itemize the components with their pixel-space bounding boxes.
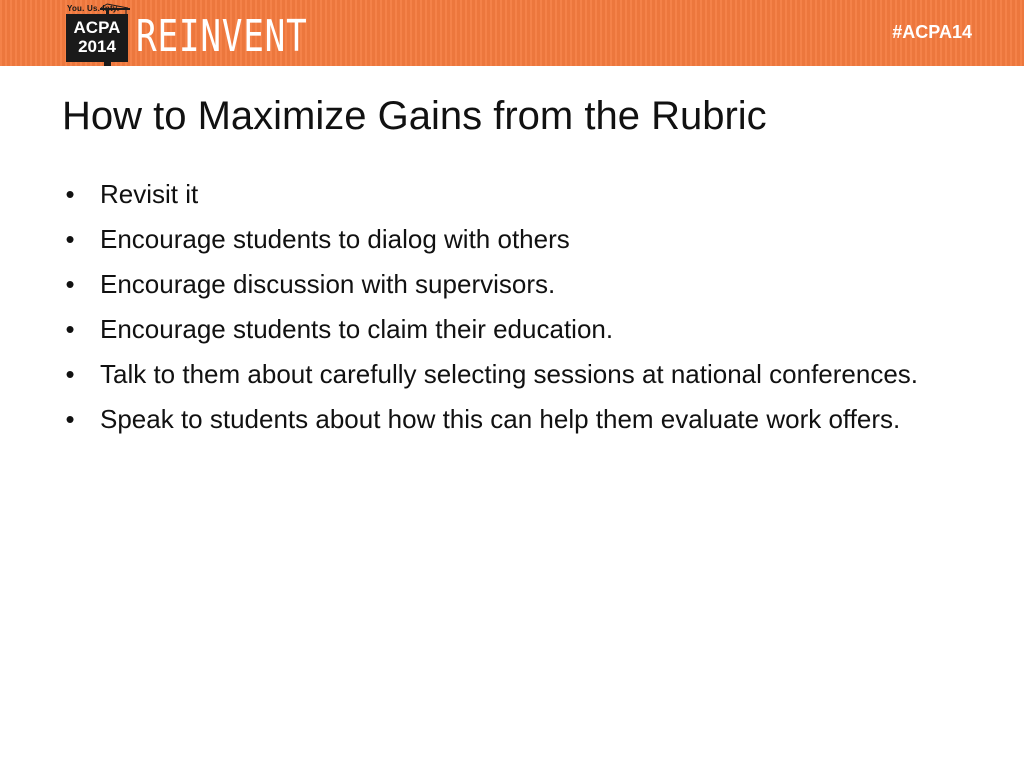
logo-tagline: You. Us. Inty. — [67, 4, 120, 13]
bullet-dot: • — [65, 404, 75, 434]
logo-year: 2014 — [78, 37, 116, 56]
slide-title: How to Maximize Gains from the Rubric — [62, 94, 767, 138]
bullet-text: Speak to students about how this can help them evaluate work offers. — [100, 404, 901, 434]
bullet-dot: • — [65, 359, 75, 389]
bullet-dot: • — [65, 224, 75, 254]
logo-acpa: ACPA — [73, 18, 121, 37]
logo-box — [66, 14, 128, 62]
bullet-text: Encourage discussion with supervisors. — [100, 269, 556, 299]
bullet-text: Talk to them about carefully selecting sessions at national conferences. — [100, 359, 919, 389]
bullet-item — [60, 221, 940, 257]
bullet-text: Encourage students to dialog with others — [100, 224, 570, 254]
bullet-item — [60, 311, 940, 347]
hashtag: #ACPA14 — [892, 22, 972, 42]
bullet-dot: • — [65, 179, 75, 209]
bullet-list — [60, 176, 940, 446]
bullet-text: Encourage students to claim their education. — [100, 314, 614, 344]
reinvent-wordmark: REINVENT — [136, 11, 308, 62]
bullet-dot: • — [65, 269, 75, 299]
header-banner — [0, 0, 1024, 66]
bullet-item — [60, 401, 940, 437]
bullet-item — [60, 356, 940, 392]
bullet-item — [60, 176, 940, 212]
bullet-dot: • — [65, 314, 75, 344]
bullet-text: Revisit it — [100, 179, 199, 209]
bullet-item — [60, 266, 940, 302]
